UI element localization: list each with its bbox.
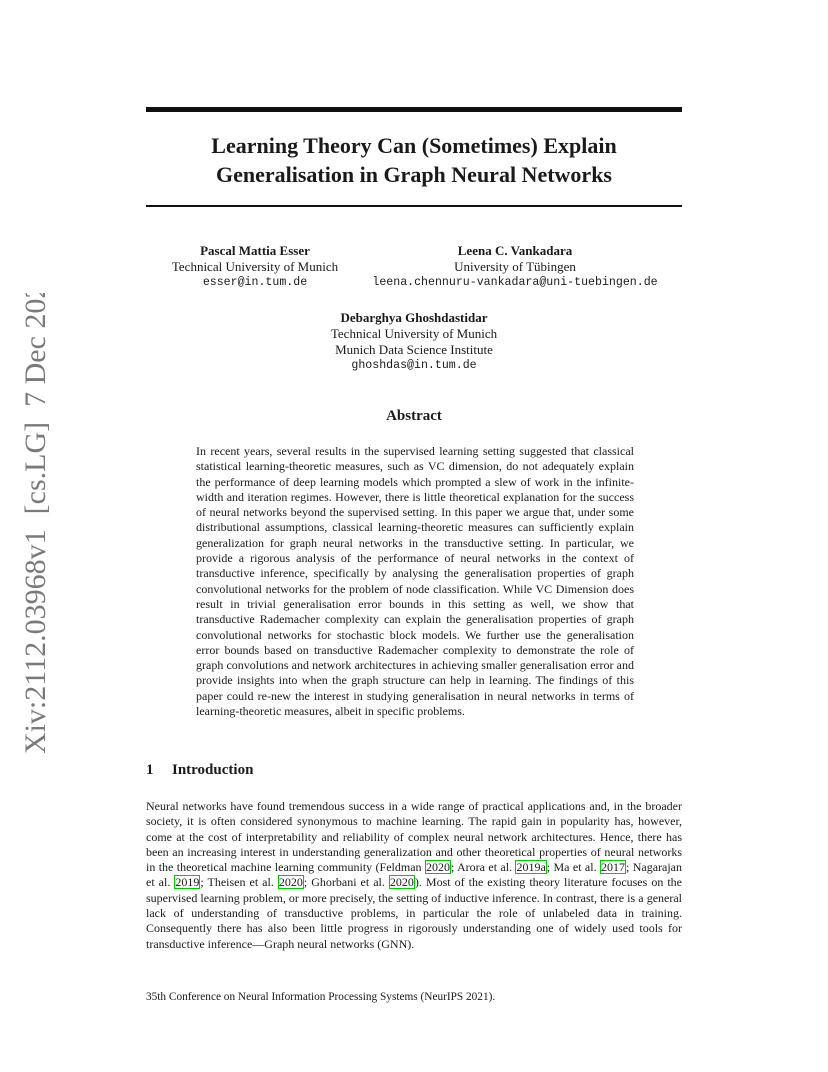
citation-year-link[interactable]: 2020 — [425, 860, 450, 875]
citation-year-link[interactable]: 2020 — [389, 875, 414, 890]
conference-footnote: 35th Conference on Neural Information Processing Systems (NeurIPS 2021). — [146, 991, 496, 1003]
author-email[interactable]: leena.chennuru-vankadara@uni-tuebingen.de — [372, 276, 658, 289]
author-email[interactable]: ghoshdas@in.tum.de — [351, 359, 477, 372]
title-top-rule — [146, 107, 682, 112]
citation-authors: Feldman — [379, 860, 422, 875]
title-line-2: Generalisation in Graph Neural Networks — [216, 162, 612, 187]
author-affiliation: University of Tübingen — [454, 259, 576, 274]
author-name: Debarghya Ghoshdastidar — [340, 310, 488, 325]
citation-authors: Arora et al. — [457, 860, 513, 875]
author-block-ghoshdastidar — [300, 310, 528, 374]
author-affiliation: Munich Data Science Institute — [335, 342, 493, 357]
author-name: Pascal Mattia Esser — [200, 243, 310, 258]
section-number: 1 — [146, 762, 154, 778]
citation-authors: Theisen et al. — [207, 875, 274, 890]
abstract-heading: Abstract — [386, 408, 442, 424]
citation — [380, 860, 451, 874]
citation-year-link[interactable]: 2019a — [516, 860, 546, 875]
citation-year-link[interactable]: 2020 — [278, 875, 303, 890]
author-block-vankadara — [360, 243, 670, 291]
author-name: Leena C. Vankadara — [457, 243, 573, 258]
author-affiliation: Technical University of Munich — [330, 326, 498, 341]
section-title: Introduction — [172, 762, 254, 778]
citation — [457, 860, 547, 874]
arxiv-stamp-text: arXiv:2112.03968v1 [cs.LG] 7 Dec 2021 — [19, 293, 52, 753]
citation-authors: Ma et al. — [553, 860, 597, 875]
citation — [311, 875, 415, 889]
citation — [554, 860, 626, 874]
title-line-1: Learning Theory Can (Sometimes) Explain — [211, 133, 617, 158]
intro-text-part1: Neural networks have found tremendous success in a wide range of practical applications and, in the broader society, it is often considered synonymous to machine learning. The rapid gain in popularity has, however, come at the cost of interpretability and reliability of complex neural network architectures. Hence, there has been an increasing interest in understanding generalization and other theoretical properties of neural networks in the theoretical machine learning community ( — [146, 799, 682, 875]
author-email[interactable]: esser@in.tum.de — [202, 276, 308, 289]
section-heading-introduction — [146, 762, 253, 779]
introduction-paragraph: Neural networks have found tremendous success in a wide range of practical applications and, in the broader society, it is often considered synonymous to machine learning. The rapid gain in popularity has, however, come at the cost of interpretability and reliability of complex neural network architectures. Hence, there has been an increasing interest in understanding generalization and other theoretical properties of neural networks in the theoretical machine learning community (Feldman 2020; Arora et al. 2019a; Ma et al. 2017; Nagarajan et al. 2019; Theisen et al. 2020; Ghorbani et al. 2020). Most of the existing theory literature focuses on the supervised learning problem, or more precisely, the setting of inductive inference. In contrast, there is a general lack of understanding of transductive problems, in particular the role of unlabeled data in training. Consequently there has also been little progress in rigorously understanding one of widely used tools for transductive inference—Graph neural networks (GNN). — [146, 799, 683, 951]
citation-authors: Nagarajan et al. — [146, 860, 683, 890]
intro-text-part2: ). Most of the existing theory literature focuses on the supervised learning problem, or more precisely, the setting of inductive inference. In contrast, there is a general lack of understanding of transductive problems, in particular the role of unlabeled data in training. Consequently there has also been little progress in rigorously understanding one of widely used tools for transductive inference—Graph neural networks (GNN). — [146, 875, 682, 951]
title-bottom-rule — [146, 205, 682, 207]
author-block-esser — [160, 243, 350, 291]
citation — [208, 875, 304, 889]
arxiv-stamp[interactable] — [15, 293, 57, 753]
citation-authors: Ghorbani et al. — [311, 875, 385, 890]
citation-year-link[interactable]: 2017 — [600, 860, 625, 875]
paper-title — [146, 131, 682, 189]
citation-year-link[interactable]: 2019 — [175, 875, 200, 890]
author-affiliation: Technical University of Munich — [171, 259, 339, 274]
abstract-body: In recent years, several results in the supervised learning setting suggested that classical statistical learning-theoretic measures, such as VC dimension, do not adequately explain the performance of deep learning models which prompted a slew of work in the infinite-width and iteration regimes. However, there is little theoretical explanation for the success of neural networks beyond the supervised setting. In this paper we argue that, under some distributional assumptions, classical learning-theoretic measures can sufficiently explain generalization for graph neural networks in the transductive setting. In particular, we provide a rigorous analysis of the performance of neural networks in the context of transductive inference, specifically by analysing the generalisation properties of graph convolutional networks for the problem of node classification. While VC Dimension does result in trivial generalisation error bounds in this setting as well, we show that transductive Rademacher complexity can explain the generalisation properties of graph convolutional networks for stochastic block models. We further use the generalisation error bounds based on transductive Rademacher complexity to demonstrate the role of graph convolutions and network architectures in achieving smaller generalisation error and provide insights into when the graph structure can help in learning. The findings of this paper could re-new the interest in studying generalisation in neural networks in terms of learning-theoretic measures, albeit in specific problems. — [196, 444, 634, 719]
